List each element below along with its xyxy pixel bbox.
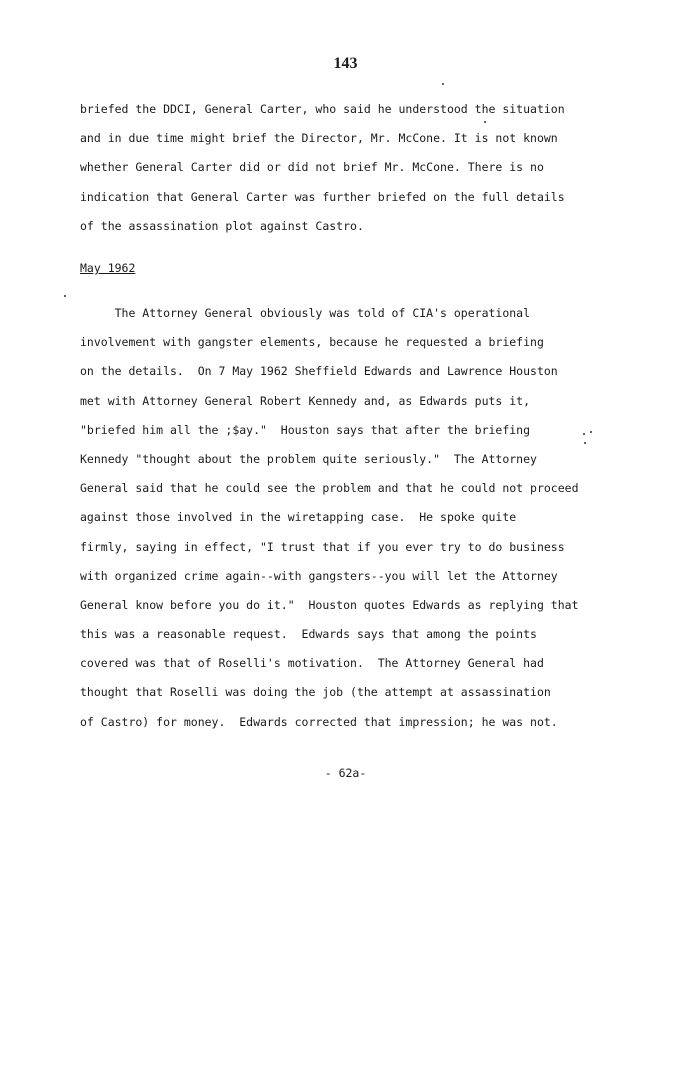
text-line: with organized crime again--with gangsters--you will let the Attorney	[80, 568, 558, 583]
scan-speck	[64, 295, 66, 297]
text-line: covered was that of Roselli's motivation. The Attorney General had	[80, 656, 544, 671]
text-line: involvement with gangster elements, because he requested a briefing	[80, 335, 544, 350]
text-line: "briefed him all the ;$ay." Houston says that after the briefing	[80, 422, 531, 437]
text-line: whether General Carter did or did not brief Mr. McCone. There is no	[80, 160, 544, 175]
scan-speck	[583, 433, 585, 435]
text-line: of Castro) for money. Edwards corrected that impression; he was not.	[80, 714, 558, 729]
text-line: met with Attorney General Robert Kennedy and, as Edwards puts it,	[80, 393, 531, 408]
scan-speck	[442, 83, 444, 85]
page-number: 143	[333, 55, 358, 72]
text-line: firmly, saying in effect, "I trust that if you ever try to do business	[80, 539, 565, 554]
paragraph-carter-briefing	[80, 99, 640, 245]
text-line: General know before you do it." Houston quotes Edwards as replying that	[80, 597, 579, 612]
text-line: thought that Roselli was doing the job (the attempt at assassination	[80, 685, 551, 700]
text-line: on the details. On 7 May 1962 Sheffield Edwards and Lawrence Houston	[80, 364, 558, 379]
text-line: of the assassination plot against Castro.	[80, 218, 364, 233]
paragraph-attorney-general	[80, 303, 640, 741]
text-line: General said that he could see the problem and that he could not proceed	[80, 481, 579, 496]
text-line: The Attorney General obviously was told of CIA's operational	[80, 306, 531, 320]
text-line: briefed the DDCI, General Carter, who said he understood the situation	[80, 102, 565, 116]
text-line: indication that General Carter was further briefed on the full details	[80, 189, 565, 204]
text-line: this was a reasonable request. Edwards says that among the points	[80, 627, 537, 642]
section-heading: May 1962	[80, 261, 136, 275]
scan-speck	[584, 442, 586, 444]
text-line: and in due time might brief the Director, Mr. McCone. It is not known	[80, 131, 558, 146]
scan-speck	[484, 121, 486, 123]
text-line: Kennedy "thought about the problem quite seriously." The Attorney	[80, 451, 537, 466]
scan-speck	[590, 431, 592, 433]
page-footer: - 62a-	[324, 766, 367, 780]
text-line: against those involved in the wiretapping case. He spoke quite	[80, 510, 517, 525]
